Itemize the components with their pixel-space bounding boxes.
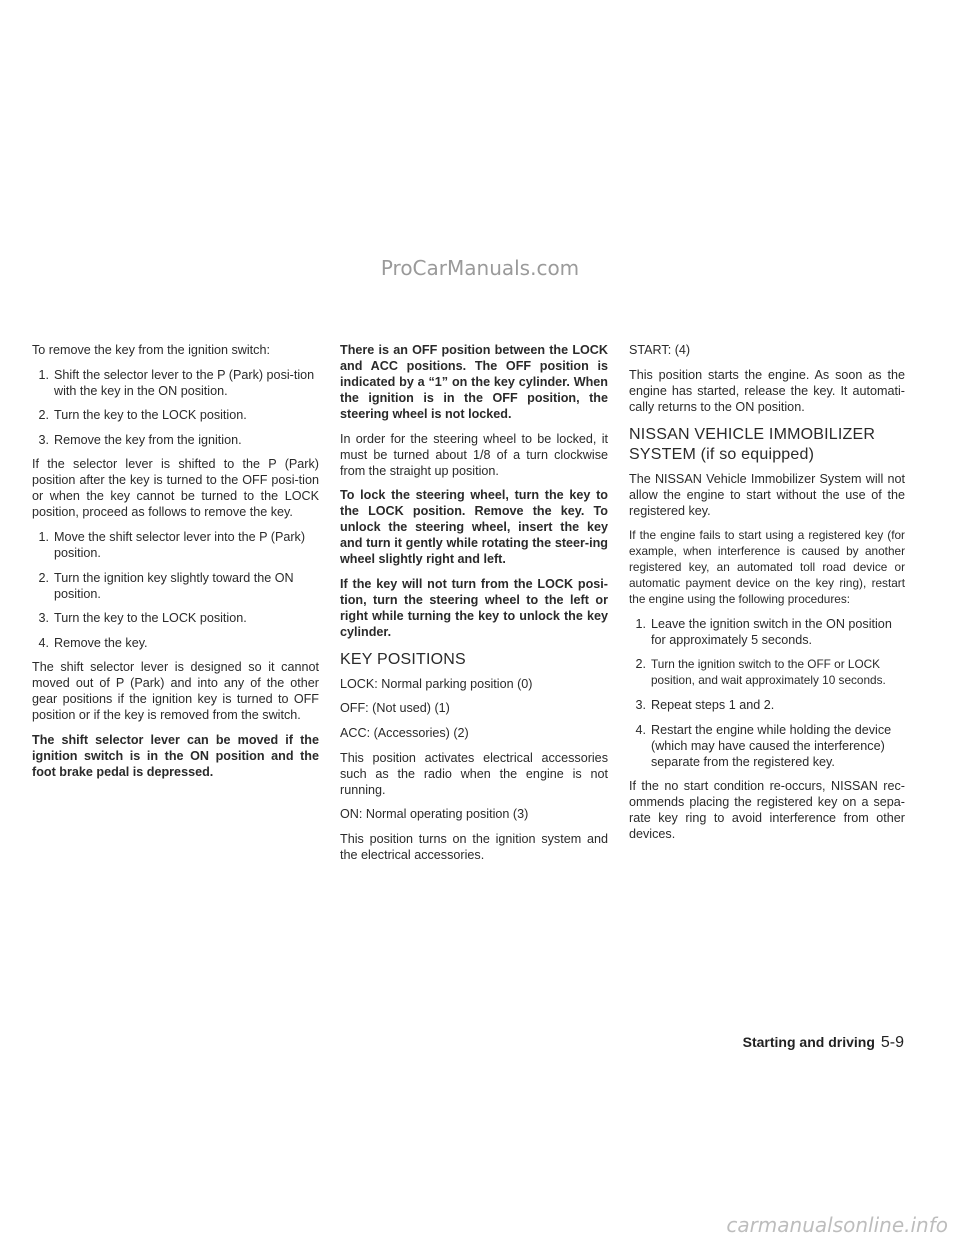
heading-line: SYSTEM (if so equipped) — [629, 445, 815, 463]
paragraph: This position activates electrical accessories such as the radio when the engine is not running. — [340, 750, 608, 797]
step-text: Repeat steps 1 and 2. — [651, 697, 775, 712]
paragraph: This position starts the engine. As soon as the engine has started, release the key. It automati-cally returns to the ON position. — [629, 367, 905, 414]
remove-key-steps — [32, 367, 319, 448]
bold-note: To lock the steering wheel, turn the key to the LOCK position. Remove the key. To unlock the steering wheel, insert the key and turn it gently while rotating the steer-ing wheel slightly right and left. — [340, 488, 608, 567]
step-text: Remove the key. — [54, 635, 148, 650]
list-item — [629, 616, 905, 648]
paragraph: In order for the steering wheel to be locked, it must be turned about 1/8 of a turn clockwise from the straight up position. — [340, 431, 608, 478]
key-position-start: START: (4) — [629, 343, 691, 357]
alternate-remove-steps — [32, 529, 319, 651]
list-item — [32, 529, 319, 561]
step-number: 1. — [38, 529, 49, 544]
step-number: 1. — [38, 367, 49, 382]
step-number: 2. — [38, 408, 49, 423]
list-item — [629, 722, 905, 770]
list-item — [629, 697, 905, 713]
bold-note: There is an OFF position between the LOCK and ACC positions. The OFF position is indicated by a “1” on the key cylinder. When the ignition is in the OFF position, the steering wheel is not locked. — [340, 343, 608, 421]
step-text: Turn the key to the LOCK position. — [54, 611, 247, 626]
paragraph: The shift selector lever is designed so it cannot moved out of P (Park) and into any of the other gear positions if the ignition key is turned to OFF position or if the key is removed from the switch. — [32, 660, 319, 723]
page-footer — [743, 1034, 904, 1052]
list-item — [629, 656, 905, 688]
key-position-lock: LOCK: Normal parking position (0) — [340, 676, 533, 691]
bold-note: If the key will not turn from the LOCK posi-tion, turn the steering wheel to the left or right while turning the key to unlock the key cylinder. — [340, 576, 608, 639]
step-text: Remove the key from the ignition. — [54, 432, 242, 447]
column-middle — [340, 342, 608, 871]
paragraph: If the selector lever is shifted to the P (Park) position after the key is turned to the OFF posi-tion or when the key cannot be turned to the LOCK position, proceed as follows to remove the key. — [32, 457, 319, 520]
step-number: 4. — [38, 635, 49, 650]
paragraph: The NISSAN Vehicle Immobilizer System will not allow the engine to start without the use of the registered key. — [629, 471, 905, 518]
step-text: Turn the key to the LOCK position. — [54, 408, 247, 423]
list-item — [32, 367, 319, 399]
step-number: 1. — [635, 616, 646, 631]
watermark-bottom: carmanualsonline.info — [726, 1213, 948, 1237]
section-name: Starting and driving — [742, 1034, 875, 1050]
step-text: Move the shift selector lever into the P (Park) position. — [54, 529, 306, 560]
step-number: 3. — [635, 697, 646, 712]
intro-text: To remove the key from the ignition switch: — [32, 343, 270, 357]
step-text: Shift the selector lever to the P (Park) posi-tion with the key in the ON position. — [54, 367, 315, 398]
step-number: 4. — [635, 722, 646, 737]
bold-note: The shift selector lever can be moved if the ignition switch is in the ON position and the foot brake pedal is depressed. — [32, 732, 319, 779]
key-position-acc: ACC: (Accessories) (2) — [340, 725, 469, 740]
paragraph: If the engine fails to start using a registered key (for example, when interference is caused by another registered key, an automated toll road device or automatic payment device on the key ring), restart the engine using the following procedures: — [629, 528, 905, 607]
restart-steps — [629, 616, 905, 770]
heading-line: NISSAN VEHICLE IMMOBILIZER — [629, 425, 876, 443]
step-number: 2. — [635, 657, 646, 672]
list-item — [32, 610, 319, 626]
paragraph: If the no start condition re-occurs, NISSAN rec-ommends placing the registered key on a sepa-rate key ring to avoid interference from other devices. — [629, 779, 905, 842]
paragraph: This position turns on the ignition system and the electrical accessories. — [340, 831, 608, 862]
page-number: 5-9 — [880, 1034, 904, 1051]
step-text: Turn the ignition key slightly toward the ON position. — [54, 570, 294, 601]
list-item — [32, 635, 319, 651]
list-item — [32, 407, 319, 423]
key-position-on: ON: Normal operating position (3) — [340, 807, 529, 822]
step-number: 2. — [38, 570, 49, 585]
watermark-top: ProCarManuals.com — [380, 256, 580, 280]
column-left — [32, 342, 319, 789]
step-number: 3. — [38, 432, 49, 447]
step-text: Turn the ignition switch to the OFF or LOCK position, and wait approximately 10 seconds. — [651, 657, 886, 688]
list-item — [32, 570, 319, 602]
step-number: 3. — [38, 611, 49, 626]
list-item — [32, 432, 319, 448]
column-right — [629, 342, 905, 851]
section-heading — [629, 425, 905, 465]
key-position-off: OFF: (Not used) (1) — [340, 701, 450, 716]
section-heading: KEY POSITIONS — [340, 650, 466, 668]
step-text: Restart the engine while holding the device (which may have caused the interference) separate from the registered key. — [651, 722, 892, 769]
step-text: Leave the ignition switch in the ON position for approximately 5 seconds. — [651, 616, 892, 647]
